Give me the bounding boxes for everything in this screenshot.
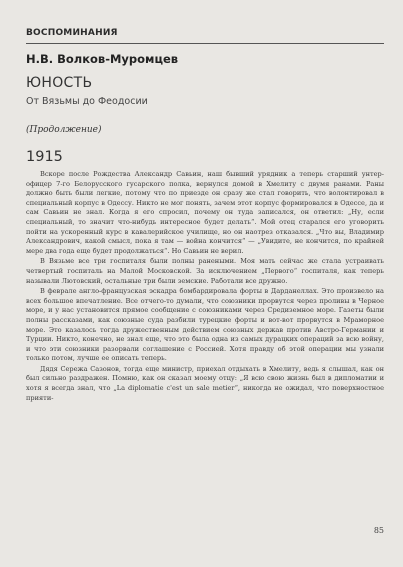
section-label: ВОСПОМИНАНИЯ: [26, 28, 118, 38]
continued-note: (Продолжение): [26, 125, 102, 135]
header-rule: [26, 43, 384, 44]
article-title: ЮНОСТЬ: [26, 75, 93, 91]
paragraph: Вскоре после Рождества Александр Савьин, наш бывший урядник а теперь старший унтер-офицер 7-го Белорусского гусарского полка, вернулся домой в Хмелиту с двумя ранами. Раны должно быть были легкие, потому что по приезде он сразу же стал говорить, что волонтировал в специальный корпус в Одессу. Никто не мог понять, зачем этот корпус формировался в Одессе, да и сам Савьин не знал. Когда я его спросил, почему он туда записался, он ответил: „Ну, если специальный, то значит что-нибудь интересное будет делать“. Мой отец старался его уговорить пойти на ускоренный курс в кавалерийское училище, но он наотрез отказался. „Что вы, Владимир Александрович, какой смысл, пока я там — война кончится“ — „Увидите, не кончится, по крайней мере два года еще будет продолжаться“. Но Савьин не верил.: [26, 170, 384, 255]
paragraph: В Вязьме все три госпиталя были полны ранеными. Моя мать сейчас же стала устраивать четвертый госпиталь на Малой Московской. За исключением „Первого“ госпиталя, как теперь называли Лютовский, остальные три были земские. Работали все дружно.: [26, 257, 384, 285]
paragraph: В феврале англо-французская эскадра бомбардировала форты в Дарданеллах. Это произвело на всех большое впечатление. Все отчего-то думали, что союзники прорвутся через проливы в Черное море, и у нас установится прямое сообщение с союзниками через Средиземное море. Газеты были полны рассказами, как союзные суда разбили турецкие форты и вот-вот прорвутся в Мраморное море. Это казалось тогда дружественным действием союзных держав против Австро-Германии и Турции. Никто, конечно, не знал еще, что это была одна из самых дурацких операций за всю войну, и что эти союзники разорвали соглашение с Россией. Хотя правду об этой операции мы узнали только потом, лучше ее описать теперь.: [26, 287, 384, 363]
article-body: [26, 170, 384, 404]
paragraph: Дядя Сережа Сазонов, тогда еще министр, приехал отдыхать в Хмелиту, ведь я слышал, как он был сильно раздражен. Помню, как он сказал моему отцу: „Я всю свою жизнь был в дипломатии и хотя я всегда знал, что „La diplomatie c'est un sale metier“, никогда не ожидал, что поверхностное прияти-: [26, 364, 384, 402]
article-subtitle: От Вязьмы до Феодосии: [26, 96, 148, 107]
chapter-year: 1915: [26, 149, 63, 165]
author-name: Н.В. Волков-Муромцев: [26, 52, 179, 66]
page-number: 85: [373, 526, 384, 535]
